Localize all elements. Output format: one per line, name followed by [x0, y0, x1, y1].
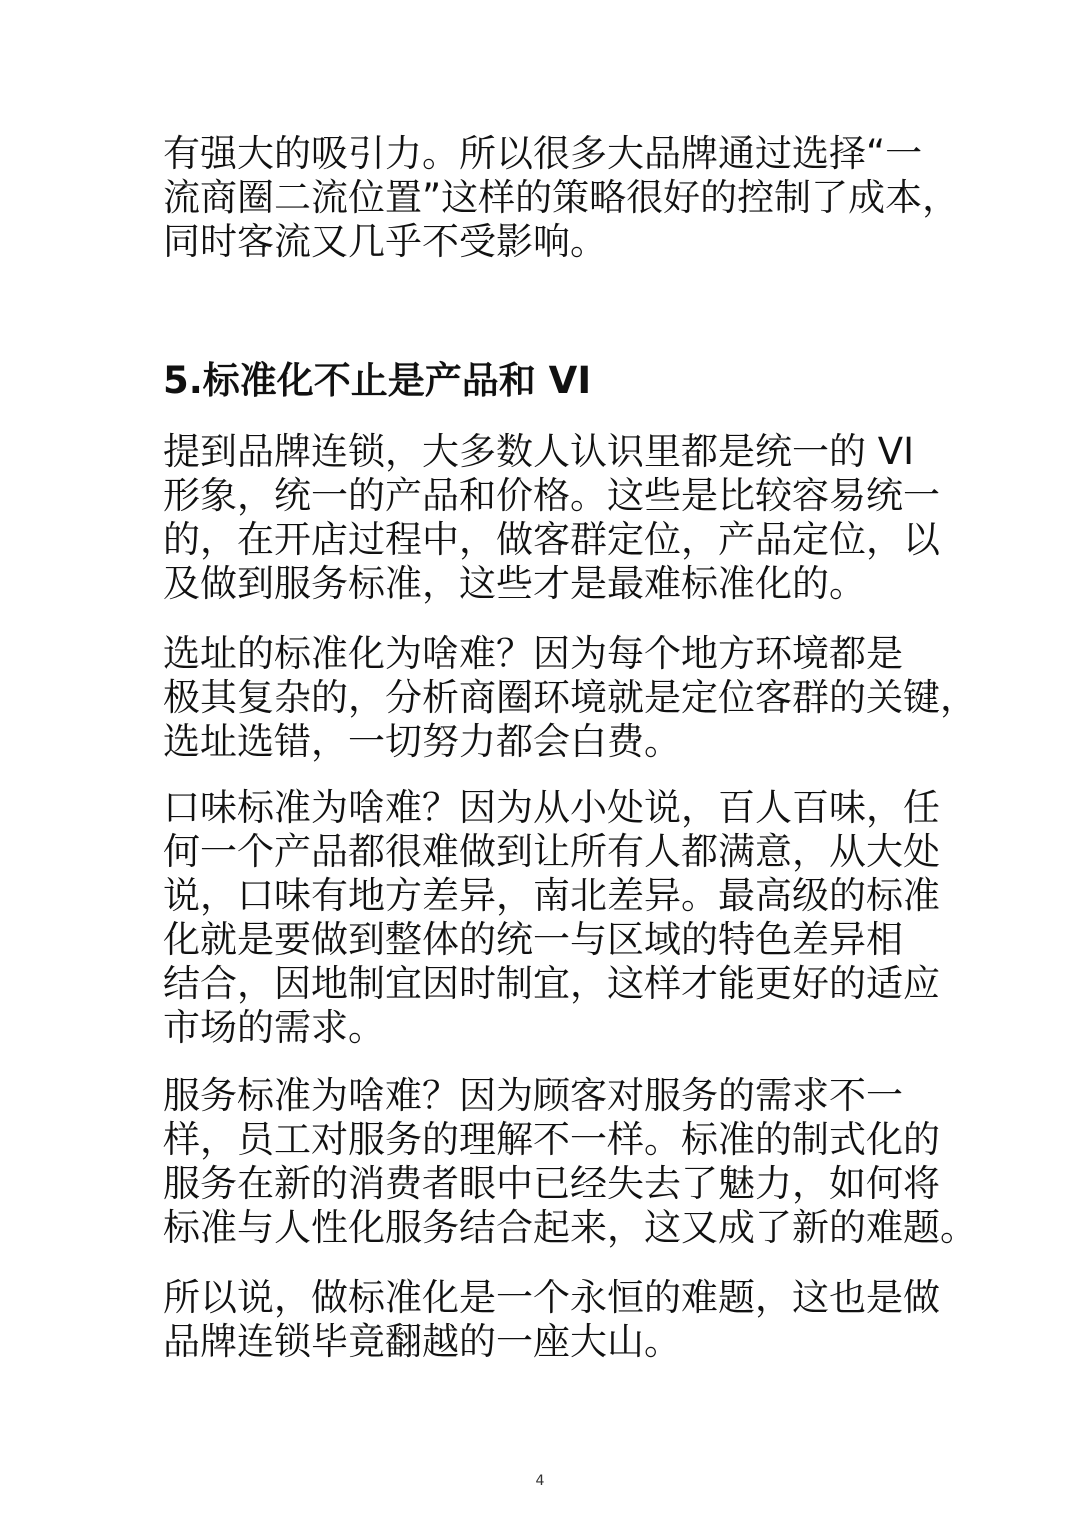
- text-line: 形象，统一的产品和价格。这些是比较容易统一: [163, 474, 940, 517]
- paragraph-site-selection: [163, 632, 977, 764]
- continuation-paragraph: [163, 132, 960, 264]
- text-line: 结合，因地制宜因时制宜，这样才能更好的适应: [163, 962, 940, 1005]
- text-line: 标准与人性化服务结合起来，这又成了新的难题。: [163, 1206, 977, 1249]
- text-line: 流商圈二流位置”这样的策略很好的控制了成本，: [163, 176, 960, 219]
- text-line: 服务在新的消费者眼中已经失去了魅力，如何将: [163, 1162, 940, 1205]
- text-line: 提到品牌连锁，大多数人认识里都是统一的 VI: [163, 430, 914, 473]
- text-line: 有强大的吸引力。所以很多大品牌通过选择“一: [163, 132, 923, 175]
- text-line: 化就是要做到整体的统一与区域的特色差异相: [163, 918, 903, 961]
- paragraph-service-standard: [163, 1074, 977, 1250]
- section-heading: 5.标准化不止是产品和 VI: [163, 359, 592, 402]
- text-line: 品牌连锁毕竟翻越的一座大山。: [163, 1320, 681, 1363]
- text-line: 说，口味有地方差异，南北差异。最高级的标准: [163, 874, 940, 917]
- text-line: 选址选错，一切努力都会白费。: [163, 720, 681, 763]
- text-line: 口味标准为啥难？因为从小处说，百人百味，任: [163, 786, 940, 829]
- text-line: 市场的需求。: [163, 1006, 385, 1049]
- text-line: 样，员工对服务的理解不一样。标准的制式化的: [163, 1118, 940, 1161]
- text-line: 极其复杂的，分析商圈环境就是定位客群的关键，: [163, 676, 977, 719]
- text-line: 选址的标准化为啥难？因为每个地方环境都是: [163, 632, 903, 675]
- paragraph-conclusion: [163, 1276, 953, 1364]
- text-line: 同时客流又几乎不受影响。: [163, 220, 607, 263]
- text-line: 所以说，做标准化是一个永恒的难题，这也是做: [163, 1276, 940, 1319]
- text-line: 的，在开店过程中，做客群定位，产品定位，以: [163, 518, 940, 561]
- paragraph-vi-intro: [163, 430, 953, 606]
- text-line: 及做到服务标准，这些才是最难标准化的。: [163, 562, 866, 605]
- paragraph-taste-standard: [163, 786, 953, 1050]
- text-line: 何一个产品都很难做到让所有人都满意，从大处: [163, 830, 940, 873]
- page-number: 4: [535, 1473, 545, 1489]
- text-line: 服务标准为啥难？因为顾客对服务的需求不一: [163, 1074, 903, 1117]
